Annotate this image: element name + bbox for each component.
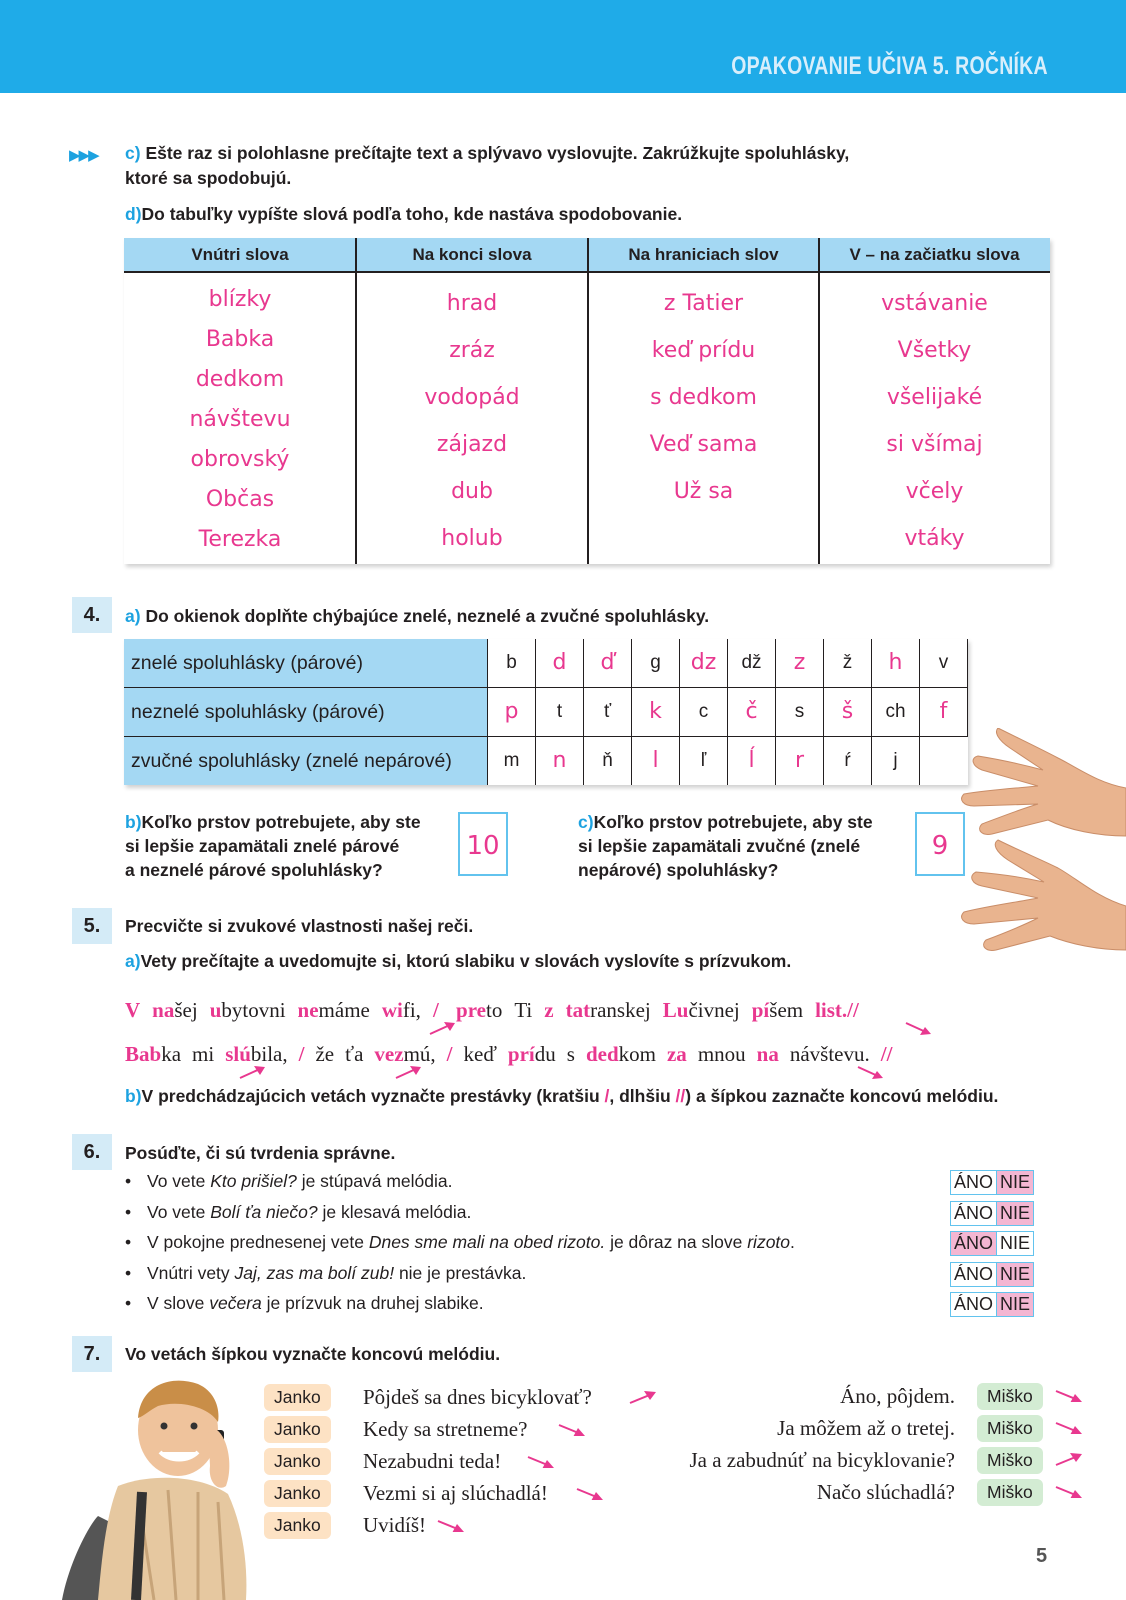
unstressed-part: čivnej	[688, 998, 740, 1022]
statement-example: Dnes sme mali na obed rizoto.	[368, 1232, 606, 1252]
list-item: Už sa	[673, 479, 734, 504]
consonant-cell[interactable]: h	[872, 639, 920, 687]
dialog-line: Pôjdeš sa dnes bicyklovať?	[363, 1385, 592, 1409]
bullet-icon: •	[125, 1232, 132, 1252]
consonant-cell[interactable]: l	[632, 737, 680, 785]
task-3c: c) Ešte raz si polohlasne prečítajte text a splývavo vyslovujte. Zakrúžkujte spoluhlásky, ktoré sa spodobujú.	[125, 143, 850, 188]
statement-example: Kto prišiel?	[210, 1171, 297, 1191]
statement-item	[125, 1263, 526, 1284]
stressed-syllable: //	[880, 1042, 893, 1066]
sentence-word	[374, 1042, 435, 1066]
consonant-row	[124, 688, 968, 737]
statement-example: rizoto	[747, 1232, 791, 1252]
list-item: s dedkom	[650, 385, 757, 410]
consonant-cell[interactable]: dz	[680, 639, 728, 687]
rising-arrow-icon	[238, 1064, 268, 1080]
statement-text: V pokojne prednesenej vete	[147, 1232, 369, 1252]
sentence-1	[125, 998, 871, 1023]
consonant-cell: s	[776, 688, 824, 736]
consonant-row-label: zvučné spoluhlásky (znelé nepárové)	[124, 737, 488, 785]
dialog-line: Kedy sa stretneme?	[363, 1417, 528, 1441]
sentence-word	[447, 1042, 453, 1066]
stressed-syllable: /	[432, 998, 445, 1022]
consonant-cell: dž	[728, 639, 776, 687]
consonant-cell[interactable]: š	[824, 688, 872, 736]
list-item: vodopád	[424, 385, 520, 410]
consonant-cell[interactable]: p	[488, 688, 536, 736]
unstressed-part: mú,	[403, 1042, 436, 1066]
list-item: včely	[905, 479, 964, 504]
consonant-cell: ť	[584, 688, 632, 736]
unstressed-part: to	[485, 998, 503, 1022]
sentence-word	[464, 1042, 497, 1066]
stressed-syllable: pre	[456, 998, 486, 1022]
unstressed-part: že	[315, 1042, 335, 1066]
sentence-word	[514, 998, 532, 1022]
consonant-row-label: znelé spoluhlásky (párové)	[124, 639, 488, 687]
sentence-word	[586, 1042, 656, 1066]
consonant-cell: g	[632, 639, 680, 687]
speaker-janko: Janko	[264, 1480, 331, 1507]
stressed-syllable: slú	[225, 1042, 251, 1066]
unstressed-part: šem	[769, 998, 804, 1022]
falling-arrow-icon	[436, 1518, 464, 1532]
unstressed-part: ťa	[345, 1042, 364, 1066]
sentence-word	[152, 998, 198, 1022]
table-header: V – na začiatku slova	[849, 245, 1020, 264]
list-item: návštevu	[189, 407, 291, 432]
list-item: obrovský	[190, 447, 290, 472]
consonant-cell: ch	[872, 688, 920, 736]
list-item: dedkom	[195, 367, 285, 392]
stressed-syllable: /	[298, 1042, 305, 1066]
speaker-janko: Janko	[264, 1384, 331, 1411]
consonant-cell: ŕ	[824, 737, 872, 785]
consonant-cell[interactable]: f	[920, 688, 968, 736]
speaker-misko: Miško	[977, 1383, 1043, 1410]
statement-text: nie je prestávka.	[394, 1262, 527, 1283]
speaker-misko: Miško	[977, 1415, 1043, 1442]
unstressed-part: kom	[618, 1042, 656, 1066]
dialog-line: Vezmi si aj slúchadlá!	[363, 1481, 548, 1505]
stressed-syllable: V	[125, 998, 141, 1022]
statement-text: Vo vete	[147, 1171, 211, 1191]
sentence-word	[298, 998, 370, 1022]
sentence-word	[508, 1042, 556, 1066]
consonant-cell[interactable]: r	[776, 737, 824, 785]
consonant-cell[interactable]: ď	[584, 639, 632, 687]
list-item: zráz	[449, 338, 495, 363]
stressed-syllable: ne	[297, 998, 319, 1022]
task-7-title: Vo vetách šípkou vyznačte koncovú melódiu.	[125, 1344, 501, 1364]
ano-option[interactable]: ÁNO	[951, 1232, 996, 1255]
task-number: 7.	[72, 1336, 112, 1372]
unstressed-part: fi,	[402, 998, 421, 1022]
statement-text: Vnútri vety	[147, 1262, 235, 1283]
nie-option[interactable]: NIE	[996, 1232, 1033, 1255]
statement-item	[125, 1171, 452, 1192]
list-item: Občas	[205, 487, 275, 512]
stressed-syllable: prí	[507, 1042, 535, 1066]
task-3d: d)Do tabuľky vypíšte slová podľa toho, kde nastáva spodobovanie.	[125, 204, 683, 224]
dialog-line: Načo slúchadlá?	[816, 1480, 955, 1504]
list-item: Terezka	[198, 527, 282, 552]
ano-nie-choice	[950, 1292, 1034, 1317]
consonant-cell: ň	[584, 737, 632, 785]
nie-option[interactable]: NIE	[996, 1293, 1033, 1316]
ano-nie-choice	[950, 1170, 1034, 1195]
consonant-cell[interactable]: ĺ	[728, 737, 776, 785]
sentence-word	[315, 1042, 334, 1066]
nie-option[interactable]: NIE	[996, 1263, 1033, 1286]
sentence-word	[663, 998, 740, 1022]
stressed-syllable: tat	[565, 998, 591, 1022]
unstressed-part: šej	[174, 998, 198, 1022]
bullet-icon: •	[125, 1293, 132, 1313]
sentence-word	[345, 1042, 363, 1066]
list-item: zájazd	[436, 432, 508, 457]
sentence-word	[698, 1042, 746, 1066]
speaker-janko: Janko	[264, 1448, 331, 1475]
statement-text: V slove	[147, 1293, 210, 1313]
ano-nie-choice	[950, 1231, 1034, 1256]
sentence-word	[382, 998, 421, 1022]
ano-nie-choice	[950, 1262, 1034, 1287]
list-item: holub	[441, 526, 503, 551]
task-number: 6.	[72, 1134, 112, 1170]
list-item: si všímaj	[886, 432, 983, 457]
continuation-arrows-icon: ▶▶▶	[69, 147, 98, 164]
consonant-cell[interactable]: z	[776, 639, 824, 687]
dialog-line: Uvidíš!	[363, 1513, 426, 1537]
unstressed-part: s	[566, 1042, 575, 1066]
consonant-row	[124, 639, 968, 688]
consonant-cell[interactable]: č	[728, 688, 776, 736]
falling-arrow-icon	[856, 1064, 886, 1082]
statement-example: večera	[209, 1293, 262, 1313]
consonant-cell: j	[872, 737, 920, 785]
consonant-cell: b	[488, 639, 536, 687]
sentence-word	[815, 998, 859, 1022]
list-item: hrad	[446, 291, 498, 316]
consonant-table	[124, 639, 968, 785]
sentence-word	[567, 1042, 575, 1066]
task-4b: b)Koľko prstov potrebujete, aby ste si lepšie zapamätali znelé párové a neznelé párové spoluhlásky?	[125, 812, 421, 880]
falling-arrow-icon	[904, 1020, 934, 1038]
dialog-line: Ja a zabudnúť na bicyklovanie?	[689, 1448, 955, 1472]
list-item: z Tatier	[663, 291, 744, 316]
nie-option[interactable]: NIE	[996, 1202, 1033, 1225]
page-number: 5	[1036, 1545, 1048, 1567]
table-header: Na konci slova	[412, 245, 532, 264]
falling-arrow-icon	[1054, 1484, 1082, 1498]
task-4a: a) Do okienok doplňte chýbajúce znelé, neznelé a zvučné spoluhlásky.	[125, 606, 710, 626]
list-item: Babka	[205, 327, 275, 352]
sentence-word	[299, 1042, 305, 1066]
unstressed-part: bila,	[250, 1042, 288, 1066]
answer-box-4c[interactable]: 9	[915, 812, 965, 876]
unstressed-part: bytovni	[221, 998, 286, 1022]
consonant-cell: ž	[824, 639, 872, 687]
sentence-word	[752, 998, 803, 1022]
consonant-cell[interactable]: n	[536, 737, 584, 785]
statement-text: je dôraz na slove	[605, 1232, 748, 1252]
sentence-word	[125, 1042, 181, 1066]
list-item: vstávanie	[881, 291, 988, 316]
statement-item	[125, 1293, 484, 1314]
sentence-word	[667, 1042, 687, 1066]
consonant-cell[interactable]: k	[632, 688, 680, 736]
consonant-cell: v	[920, 639, 968, 687]
statement-item	[125, 1232, 795, 1253]
sentence-word	[192, 1042, 214, 1066]
sentence-word	[566, 998, 651, 1022]
bullet-icon: •	[125, 1171, 132, 1191]
statement-example: Jaj, zas ma bolí zub!	[234, 1262, 395, 1283]
dialog-line: Ja môžem až o tretej.	[777, 1416, 955, 1440]
page-header-title: OPAKOVANIE UČIVA 5. ROČNÍKA	[731, 52, 1048, 80]
dialog-line: Áno, pôjdem.	[840, 1384, 955, 1408]
statement-text: je stúpavá melódia.	[296, 1171, 453, 1191]
column-v-start	[819, 280, 1050, 562]
task-6-title: Posúďte, či sú tvrdenia správne.	[125, 1143, 396, 1163]
list-item: dub	[451, 479, 493, 504]
sentence-word	[790, 1042, 870, 1066]
sentence-word	[544, 998, 553, 1022]
rising-arrow-icon	[628, 1390, 656, 1404]
sentence-word	[210, 998, 286, 1022]
speaker-misko: Miško	[977, 1447, 1043, 1474]
boy-with-phone-illustration	[58, 1366, 258, 1600]
ano-option[interactable]: ÁNO	[954, 1263, 994, 1284]
bullet-icon: •	[125, 1262, 132, 1283]
statement-text: je prízvuk na druhej slabike.	[261, 1293, 484, 1313]
hands-illustration	[958, 728, 1126, 978]
ano-nie-choice	[950, 1201, 1034, 1226]
assimilation-table	[124, 238, 1050, 564]
stressed-syllable: wi	[381, 998, 403, 1022]
sentence-word	[225, 1042, 287, 1066]
unstressed-part: du	[534, 1042, 556, 1066]
dialog-line: Nezabudni teda!	[363, 1449, 502, 1473]
sentence-word	[456, 998, 502, 1022]
task-4c: c)Koľko prstov potrebujete, aby ste si lepšie zapamätali zvučné (znelé nepárové) spoluhlásky?	[578, 812, 873, 880]
task-number: 5.	[72, 908, 112, 944]
stressed-syllable: na	[756, 1042, 779, 1066]
task-number: 4.	[72, 597, 112, 633]
sentence-word	[757, 1042, 779, 1066]
rising-arrow-icon	[1054, 1452, 1082, 1466]
ano-option[interactable]: ÁNO	[954, 1202, 994, 1223]
rising-arrow-icon	[394, 1064, 424, 1080]
falling-arrow-icon	[557, 1422, 585, 1436]
column-end-of-word	[356, 280, 588, 562]
table-header: Na hraniciach slov	[628, 245, 779, 264]
unstressed-part: ranskej	[590, 998, 651, 1022]
consonant-row-label: neznelé spoluhlásky (párové)	[124, 688, 488, 736]
consonant-row	[124, 737, 968, 785]
falling-arrow-icon	[575, 1486, 603, 1500]
ano-option[interactable]: ÁNO	[954, 1172, 994, 1192]
stressed-syllable: vez	[374, 1042, 404, 1066]
list-item: keď prídu	[651, 338, 756, 363]
unstressed-part: návštevu.	[789, 1042, 870, 1066]
unstressed-part: keď	[463, 1042, 497, 1066]
falling-arrow-icon	[1054, 1420, 1082, 1434]
list-item: Všetky	[897, 338, 972, 363]
list-item: vtáky	[904, 526, 965, 551]
stressed-syllable: ded	[585, 1042, 619, 1066]
stressed-syllable: /	[446, 1042, 453, 1066]
unstressed-part: máme	[318, 998, 370, 1022]
stressed-syllable: Lu	[662, 998, 689, 1022]
statement-text: je klesavá melódia.	[317, 1201, 472, 1222]
stressed-syllable: u	[209, 998, 222, 1022]
unstressed-part: mi	[192, 1042, 215, 1066]
ano-option[interactable]: ÁNO	[954, 1294, 994, 1314]
unstressed-part: ka	[161, 1042, 182, 1066]
stressed-syllable: Bab	[125, 1042, 162, 1066]
stressed-syllable: na	[152, 998, 175, 1022]
statement-example: Bolí ťa niečo?	[210, 1201, 318, 1222]
stressed-syllable: pí	[751, 998, 770, 1022]
list-item: blízky	[208, 287, 272, 312]
consonant-cell: t	[536, 688, 584, 736]
sentence-word	[125, 998, 140, 1022]
speaker-misko: Miško	[977, 1479, 1043, 1506]
rising-arrow-icon	[428, 1020, 458, 1036]
nie-option[interactable]: NIE	[996, 1171, 1033, 1194]
unstressed-part: mnou	[697, 1042, 746, 1066]
consonant-cell[interactable]: d	[536, 639, 584, 687]
falling-arrow-icon	[526, 1454, 554, 1468]
task-5a: a)Vety prečítajte a uvedomujte si, ktorú slabiku v slovách vyslovíte s prízvukom.	[125, 951, 792, 971]
falling-arrow-icon	[1054, 1388, 1082, 1402]
speaker-janko: Janko	[264, 1416, 331, 1443]
consonant-cell: c	[680, 688, 728, 736]
task-5b: b)V predchádzajúcich vetách vyznačte prestávky (kratšiu /, dlhšiu //) a šípkou zaznačte koncovú melódiu.	[125, 1086, 999, 1106]
column-word-boundaries	[588, 280, 819, 515]
statement-text: Vo vete	[147, 1201, 211, 1222]
consonant-cell: ľ	[680, 737, 728, 785]
stressed-syllable: list.//	[815, 998, 859, 1022]
consonant-cell: m	[488, 737, 536, 785]
speaker-janko: Janko	[264, 1512, 331, 1539]
column-inside-word	[124, 280, 356, 560]
bullet-icon: •	[125, 1201, 132, 1222]
sentence-word	[881, 1042, 893, 1066]
stressed-syllable: z	[544, 998, 554, 1022]
task-5-title: Precvičte si zvukové vlastnosti našej reči.	[125, 916, 474, 936]
list-item: všelijaké	[886, 385, 983, 410]
sentence-word	[433, 998, 444, 1022]
answer-box-4b[interactable]: 10	[458, 812, 508, 876]
table-header: Vnútri slova	[191, 245, 289, 264]
list-item: Veď sama	[649, 432, 758, 457]
statement-item	[125, 1202, 471, 1223]
unstressed-part: Ti	[514, 998, 533, 1022]
stressed-syllable: za	[666, 1042, 687, 1066]
statement-text: .	[790, 1232, 795, 1252]
